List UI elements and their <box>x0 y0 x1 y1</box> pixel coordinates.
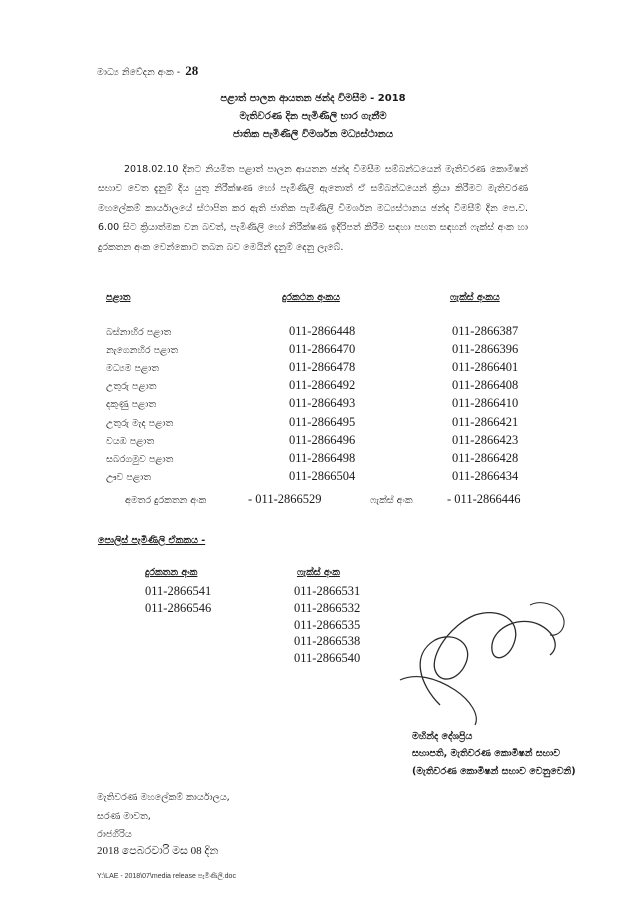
police-fax-4: 011-2866538 <box>294 634 361 648</box>
extra-fax-value: - 011-2866446 <box>447 492 521 506</box>
heading-line-1: පළාත් පාලන ආයතන ඡන්ද විමසීම - 2018 <box>220 93 406 104</box>
table-row <box>0 415 626 433</box>
extra-phone-label: අමතර දුරකතන අංක <box>125 495 207 506</box>
police-unit-title: පොලිස් පැමිණිලි ඒකකය - <box>98 535 206 546</box>
province-name: වයඹ පළාත <box>106 435 155 447</box>
signatory-title: සභාපති, මැතිවරණ කොමිෂන් සභාව <box>412 748 561 759</box>
fax-number: 011-2866428 <box>452 450 519 465</box>
province-name: ඌව පළාත <box>106 471 151 483</box>
table-row <box>0 451 626 469</box>
signature-image <box>380 585 580 735</box>
province-name: උතුරු මැද පළාත <box>106 417 174 429</box>
fax-number: 011-2866434 <box>452 468 519 483</box>
fax-number: 011-2866410 <box>452 396 519 411</box>
address-line-2: සරණ මාවත, <box>97 811 151 822</box>
province-name: දකුණු පළාත <box>106 399 157 411</box>
province-name: සබරගමුව පළාත <box>106 453 174 465</box>
phone-number: 011-2866498 <box>289 450 356 465</box>
release-number <box>97 60 198 79</box>
body-paragraph: 2018.02.10 දිනට නියමිත පළාත් පාලන ආයතන ඡන්ද විමසීම සම්බන්ධයෙන් මැතිවරණ කොමිෂන් සභාව වෙත දැනුම් දිය යුතු නිරීක්ෂණ හෝ පැමිණිලි ඇතොත් ඒ සම්බන්ධයෙන් ක්‍රියා කිරීමට මැතිවරණ මහලේකම් කාර්යාලයේ ස්ථාපිත කර ඇති ජාතික පැමිණිලි විමර්ශන මධ්‍යස්ථානය ඡන්ද විමසීම් දින පෙ.ව. 6.00 සිට ක්‍රියාත්මක වන බවත්, පැමිණිලි හෝ නිරීක්ෂණ ඉදිරිපත් කිරීම සඳහා පහත සඳහන් ෆැක්ස් අංක හා දුරකතන අංක වෙන්කොට තබන බව මෙයින් දැනුම් දෙනු ලැබේ. <box>98 164 528 253</box>
province-name: උතුරු පළාත <box>106 381 157 393</box>
province-name: මධ්‍යම පළාත <box>106 363 159 375</box>
province-name: නැගෙනහිර පළාත <box>106 345 179 357</box>
fax-number: 011-2866423 <box>452 432 519 447</box>
phone-number: 011-2866478 <box>289 360 356 375</box>
table-row <box>0 433 626 451</box>
province-name: බස්නාහිර පළාත <box>106 327 172 338</box>
fax-number: 011-2866408 <box>452 378 519 393</box>
footer-file-path: Y:\LAE - 2018\07\media release පැමිණිලි.doc <box>97 873 236 880</box>
signatory-name: මහින්ද දේශප්‍රිය <box>412 731 473 742</box>
table-row <box>0 324 626 342</box>
extra-phone-value: - 011-2866529 <box>248 492 322 506</box>
table-row <box>0 469 626 487</box>
fax-number: 011-2866401 <box>452 360 519 375</box>
police-fax-header: ෆැක්ස් අංක <box>297 567 340 578</box>
phone-number: 011-2866470 <box>289 342 356 357</box>
phone-number: 011-2866495 <box>289 414 356 429</box>
address-line-1: මැතිවරණ මහලේකම් කාර්යාලය, <box>97 792 230 803</box>
phone-number: 011-2866504 <box>289 468 356 483</box>
address-line-3: රාජගිරිය <box>97 829 132 840</box>
police-fax-1: 011-2866531 <box>294 584 361 598</box>
release-date: 2018 පෙබරවාරි මස 08 දින <box>97 845 219 857</box>
table-row <box>0 360 626 378</box>
phone-number: 011-2866448 <box>289 324 356 338</box>
release-number-value: 28 <box>185 63 199 78</box>
fax-number: 011-2866421 <box>452 414 519 429</box>
phone-number: 011-2866493 <box>289 396 356 411</box>
heading-line-2: මැතිවරණ දින පැමිණිලි භාර ගැනීම <box>239 111 387 122</box>
table-row <box>0 378 626 396</box>
table-row <box>0 342 626 360</box>
police-phone-header: දුරකතන අංක <box>145 567 198 578</box>
police-phone-2: 011-2866546 <box>145 601 212 615</box>
fax-number: 011-2866396 <box>452 342 519 357</box>
release-number-label: මාධ්‍ය නිවේදන අංක - <box>97 67 181 78</box>
header-fax: ෆැක්ස් අංකය <box>450 292 500 303</box>
police-fax-5: 011-2866540 <box>294 651 361 665</box>
police-fax-3: 011-2866535 <box>294 618 361 632</box>
extra-fax-label: ෆැක්ස් අංක <box>370 495 413 506</box>
heading-line-3: ජාතික පැමිණිලි විමර්ශන මධ්‍යස්ථානය <box>232 129 394 140</box>
table-row <box>0 396 626 414</box>
signatory-on-behalf: (මැතිවරණ කොමිෂන් සභාව වෙනුවෙනි) <box>412 766 576 777</box>
fax-number: 011-2866387 <box>452 324 519 338</box>
police-phone-1: 011-2866541 <box>145 584 212 598</box>
phone-number: 011-2866492 <box>289 378 356 393</box>
police-fax-2: 011-2866532 <box>294 601 361 615</box>
header-province: පළාත <box>106 292 131 303</box>
phone-number: 011-2866496 <box>289 432 356 447</box>
header-phone: දුරකථන අංකය <box>282 292 340 303</box>
